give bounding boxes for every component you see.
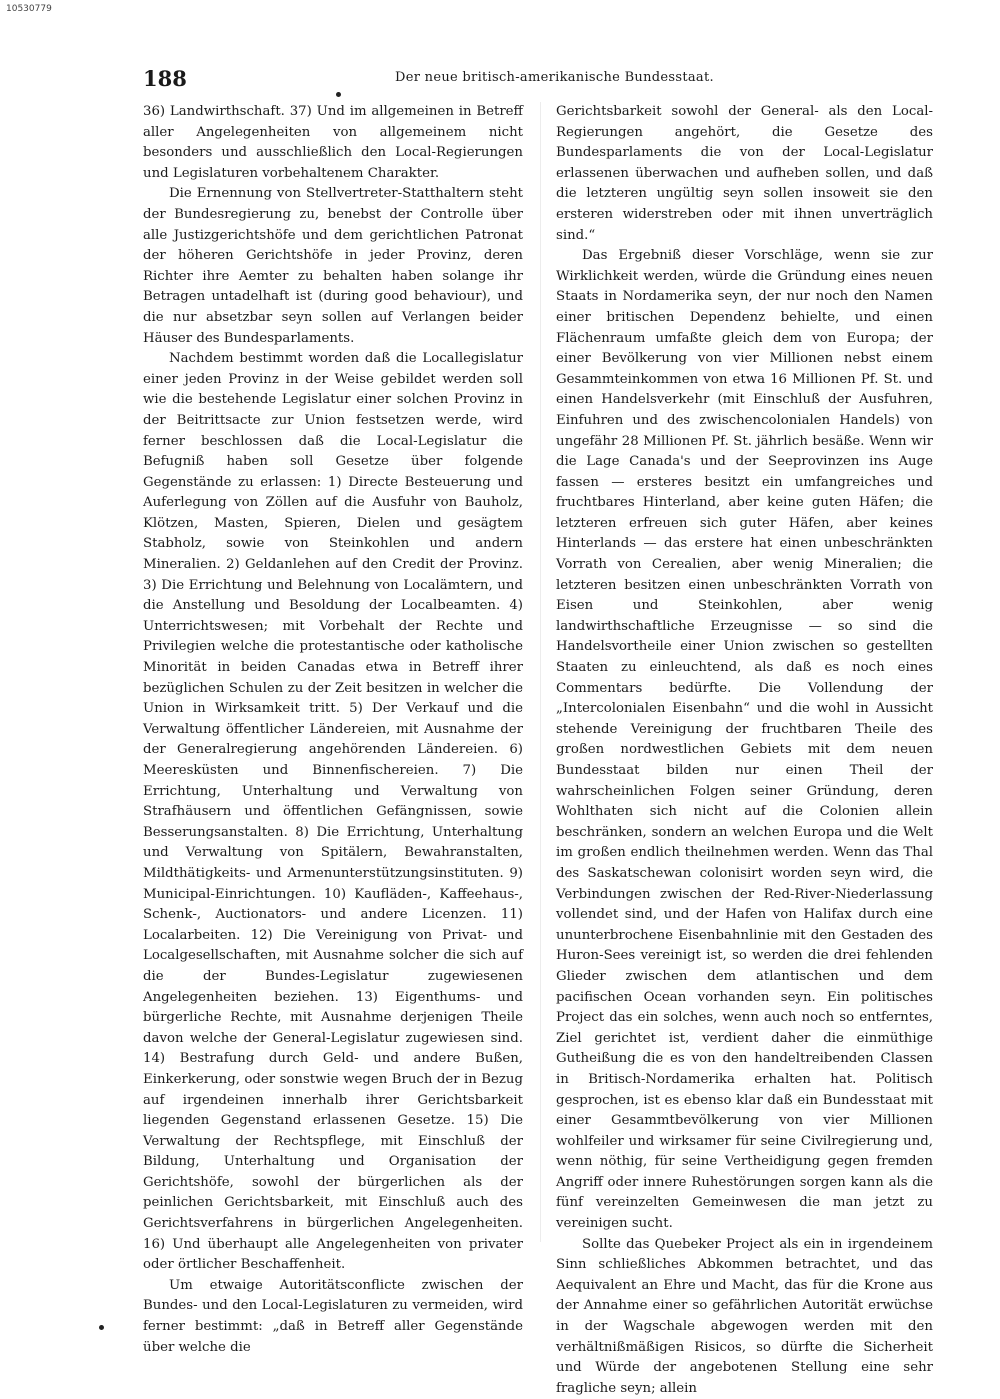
paragraph: Gerichtsbarkeit sowohl der General- als den Local-Regierungen angehört, die Gesetze des Bundesparlaments die von der Local-Legislatur erlassenen überwachen und aufheben sollen, und daß die letzteren ungültig seyn sollen insoweit sie den ersteren widerstreben oder mit ihnen unverträglich sind.“ bbox=[556, 104, 933, 243]
paragraph: 36) Landwirthschaft. 37) Und im allgemeinen in Betreff aller Angelegenheiten von allgemeinem nicht besonders und ausschließlich den Local-Regierungen und Legislaturen vorbehaltenem Charakter. bbox=[143, 104, 523, 181]
column-gutter bbox=[540, 102, 541, 1242]
paragraph: Die Ernennung von Stellvertreter-Statthaltern steht der Bundesregierung zu, benebst der Controlle über alle Justizgerichtshöfe und dem gerichtlichen Patronat der höheren Gerichtshöfe in jeder Provinz, deren Richter ihre Aemter zu behalten haben solange ihr Betragen untadelhaft ist (during good behaviour), und die nur absetzbar seyn sollen auf Verlangen beider Häuser des Bundesparlaments. bbox=[143, 186, 523, 346]
running-title: Der neue britisch-amerikanische Bundesstaat. bbox=[395, 70, 714, 85]
page-number: 188 bbox=[143, 66, 187, 91]
left-column bbox=[143, 102, 523, 1358]
paragraph: Um etwaige Autoritätsconflicte zwischen der Bundes- und den Local-Legislaturen zu vermeiden, wird ferner bestimmt: „daß in Betreff aller Gegenstände über welche die bbox=[143, 1277, 523, 1355]
paragraph: Nachdem bestimmt worden daß die Locallegislatur einer jeden Provinz in der Weise gebildet werden soll wie die bestehende Legislatur einer solchen Provinz in der Beitrittsacte zur Union festsetzen werde, wird ferner beschlossen daß die Local-Legislatur die Befugniß haben soll Gesetze über folgende Gegenstände zu erlassen: 1) Directe Besteuerung und Auferlegung von Zöllen auf die Ausfuhr von Bauholz, Klötzen, Masten, Spieren, Dielen und gesägtem Stabholz, sowie von Steinkohlen und andern Mineralien. 2) Geldanlehen auf den Credit der Provinz. 3) Die Errichtung und Belehnung von Localämtern, und die Anstellung und Besoldung der Localbeamten. 4) Unterrichtswesen; mit Vorbehalt der Rechte und Privilegien welche die protestantische oder katholische Minorität in beiden Canadas etwa in Betreff ihrer bezüglichen Schulen zu der Zeit besitzen in welcher die Union in Wirksamkeit tritt. 5) Der Verkauf und die Verwaltung öffentlicher Ländereien, mit Ausnahme der der Generalregierung angehörenden Ländereien. 6) Meeresküsten und Binnenfischereien. 7) Die Errichtung, Unterhaltung und Verwaltung von Strafhäusern und öffentlichen Gefängnissen, sowie Besserungsanstalten. 8) Die Errichtung, Unterhaltung und Verwaltung von Spitälern, Bewahranstalten, Mildthätigkeits- und Armenunterstützungsinstituten. 9) Municipal-Einrichtungen. 10) Kaufläden-, Kaffeehaus-, Schenk-, Auctionators- und andere Licenzen. 11) Localarbeiten. 12) Die Vereinigung von Privat- und Localgesellschaften, mit Ausnahme solcher die sich auf die der Bundes-Legislatur zugewiesenen Angelegenheiten beziehen. 13) Eigenthums- und bürgerliche Rechte, mit Ausnahme derjenigen Theile davon welche der General-Legislatur zugewiesen sind. 14) Bestrafung durch Geld- und andere Bußen, Einkerkerung, oder sonstwie wegen Bruch der in Bezug auf irgendeinen innerhalb ihrer Gerichtsbarkeit liegenden Gegenstand erlassenen Gesetze. 15) Die Verwaltung der Rechtspflege, mit Einschluß der Bildung, Unterhaltung und Organisation der Gerichtshöfe, sowohl der bürgerlichen als der peinlichen Gerichtsbarkeit, mit Einschluß auch des Gerichtsverfahrens in bürgerlichen Angelegenheiten. 16) Und überhaupt alle Angelegenheiten von privater oder örtlicher Beschaffenheit. bbox=[143, 351, 523, 1273]
paragraph: Das Ergebniß dieser Vorschläge, wenn sie zur Wirklichkeit werden, würde die Gründung eines neuen Staats in Nordamerika seyn, der nur noch den Namen einer britischen Dependenz behielte, und einen Flächenraum umfaßte gleich dem von Europa; der einer Bevölkerung von vier Millionen nebst einem Gesammteinkommen von etwa 16 Millionen Pf. St. und einen Handelsverkehr (mit Einschluß der Ausfuhren, Einfuhren und des zwischencolonialen Handels) von ungefähr 28 Millionen Pf. St. jährlich besäße. Wenn wir die Lage Canada's und der Seeprovinzen ins Auge fassen — ersteres besitzt ein umfangreiches und fruchtbares Hinterland, aber keine guten Häfen; die letzteren erfreuen sich guter Häfen, aber keines Hinterlands — das erstere hat einen unbeschränkten Vorrath von Cerealien, aber wenig Mineralien; die letzteren besitzen einen unbeschränkten Vorrath von Eisen und Steinkohlen, aber wenig landwirthschaftliche Erzeugnisse — so sind die Handelsvortheile einer Union zwischen so gestellten Staaten zu einleuchtend, als daß es noch eines Commentars bedürfte. Die Vollendung der „Intercolonialen Eisenbahn“ und die wohl in Aussicht stehende Vereinigung der fruchtbaren Theile des großen nordwestlichen Gebiets mit dem neuen Bundesstaat bilden nur einen Theil der wahrscheinlichen Folgen seiner Gründung, deren Wohlthaten sich nicht auf die Colonien allein beschränken, sondern an welchen Europa und die Welt im großen endlich theilnehmen werden. Wenn das Thal des Saskatschewan colonisirt worden seyn wird, die Verbindungen zwischen der Red-River-Niederlassung vollendet sind, und der Hafen von Halifax durch eine ununterbrochene Eisenbahnlinie mit den Gestaden des Huron-Sees vereinigt ist, so werden die drei fehlenden Glieder zwischen dem atlantischen und dem pacifischen Ocean vorhanden seyn. Ein politisches Project das ein solches, wenn auch noch so entferntes, Ziel gerichtet ist, verdient daher die einmüthige Gutheißung die es von den handeltreibenden Classen in Britisch-Nordamerika erhalten hat. Politisch gesprochen, ist es ebenso klar daß ein Bundesstaat mit einer Gesammtbevölkerung von vier Millionen wohlfeiler und wirksamer für seine Civilregierung und, wenn nöthig, für seine Vertheidigung gegen fremden Angriff oder innere Ruhestörungen sorgen kann als die fünf vereinzelten Gemeinwesen die man jetzt zu vereinigen sucht. bbox=[556, 248, 933, 1232]
scan-id-label: 10530779 bbox=[6, 4, 52, 14]
print-mark bbox=[336, 92, 341, 97]
paragraph: Sollte das Quebeker Project als ein in irgendeinem Sinn schließliches Abkommen betrachtet, und das Aequivalent an Ehre und Macht, das für die Krone aus der Annahme einer so gefährlichen Autorität erwüchse in der Wagschale abgewogen werden mit den verhältnißmäßigen Risicos, so dürfte die Sicherheit und Würde der angebotenen Stellung eine sehr fragliche seyn; allein bbox=[556, 1236, 933, 1396]
print-mark bbox=[99, 1325, 104, 1330]
right-column bbox=[556, 102, 933, 1399]
